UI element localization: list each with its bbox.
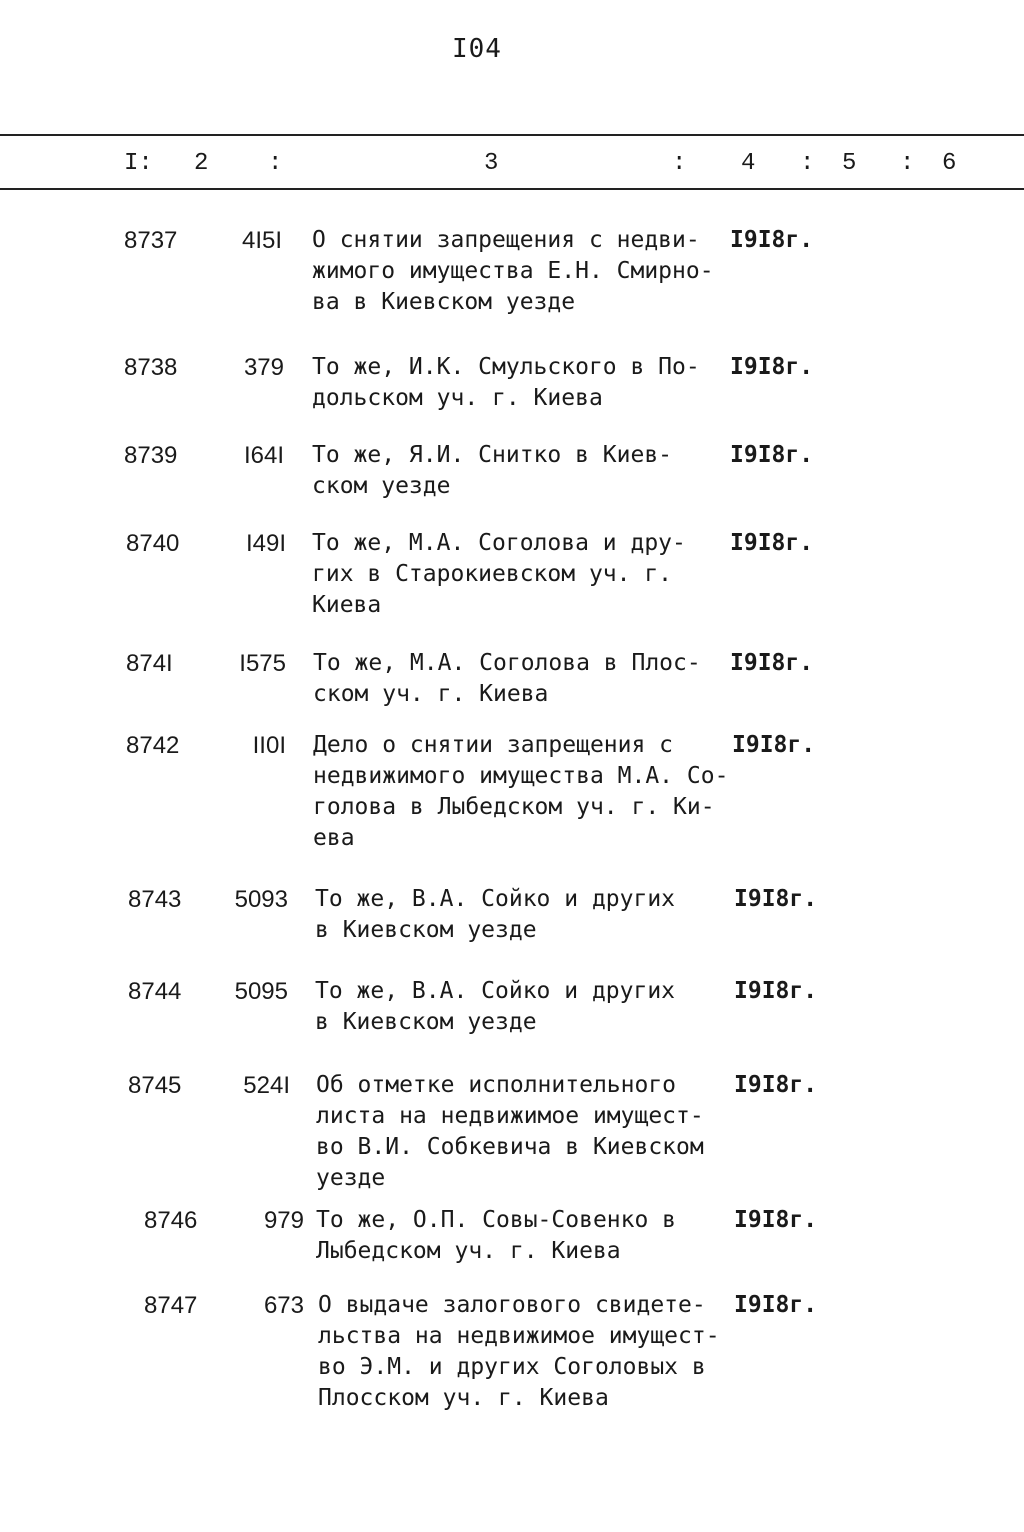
item-description [318, 1290, 738, 1414]
item-description [315, 976, 735, 1038]
sheet-number: II0I [252, 732, 286, 759]
sheet-number: 4I5I [241, 227, 282, 254]
description-line: Лыбедском уч. г. Киева [316, 1238, 621, 1264]
description-line: Киева [312, 592, 382, 618]
sheet-number: I64I [243, 442, 284, 469]
description-line: То же, И.К. Смульского в По- [312, 354, 700, 380]
item-number: 8742 [126, 732, 180, 759]
column-separator: : [672, 150, 687, 177]
description-line: То же, В.А. Сойко и других [315, 978, 676, 1004]
description-line: дольском уч. г. Киева [312, 385, 603, 411]
description-line: уезде [316, 1165, 386, 1191]
item-number: 8744 [128, 978, 182, 1005]
item-description [316, 1070, 736, 1194]
column-header-row [0, 150, 1024, 182]
item-year: I9I8г. [730, 650, 814, 676]
sheet-number: 379 [243, 354, 284, 381]
item-year: I9I8г. [734, 886, 818, 912]
description-line: жимого имущества Е.Н. Смирно- [312, 258, 714, 284]
item-number: 8740 [126, 530, 180, 557]
item-year: I9I8г. [734, 1292, 818, 1318]
description-line: ва в Киевском уезде [312, 289, 576, 315]
column-separator: : [900, 150, 915, 177]
sheet-number: 673 [263, 1292, 304, 1319]
item-number: 8747 [144, 1292, 198, 1319]
header-bottom-rule [0, 188, 1024, 190]
description-line: ском уезде [312, 473, 451, 499]
description-line: Об отметке исполнительного [316, 1072, 677, 1098]
column-separator: : [268, 150, 283, 177]
item-year: I9I8г. [730, 227, 814, 253]
column-header-4: 4 [741, 150, 756, 177]
description-line: Дело о снятии запрещения с [313, 732, 674, 758]
description-line: недвижимого имущества М.А. Со- [313, 763, 729, 789]
description-line: ева [313, 825, 355, 851]
sheet-number: I49I [245, 530, 286, 557]
description-line: О снятии запрещения с недви- [312, 227, 700, 253]
item-year: I9I8г. [734, 1072, 818, 1098]
description-line: листа на недвижимое имущест- [316, 1103, 704, 1129]
item-number: 8743 [128, 886, 182, 913]
item-description [315, 884, 735, 946]
description-line: То же, М.А. Соголова в Плос- [313, 650, 701, 676]
item-description [312, 440, 732, 502]
item-description [312, 352, 732, 414]
description-line: во Э.М. и других Соголовых в [318, 1354, 706, 1380]
description-line: льства на недвижимое имущест- [318, 1323, 720, 1349]
item-year: I9I8г. [732, 732, 816, 758]
description-line: Плосском уч. г. Киева [318, 1385, 609, 1411]
description-line: в Киевском уезде [315, 917, 537, 943]
column-header-5: 5 [842, 150, 857, 177]
item-number: 874I [126, 650, 173, 677]
description-line: ском уч. г. Киева [313, 681, 549, 707]
item-number: 8738 [124, 354, 178, 381]
description-line: То же, О.П. Совы-Совенко в [316, 1207, 677, 1233]
item-number: 8746 [144, 1207, 198, 1234]
description-line: То же, М.А. Соголова и дру- [312, 530, 686, 556]
description-line: То же, Я.И. Снитко в Киев- [312, 442, 673, 468]
item-description [316, 1205, 736, 1267]
item-year: I9I8г. [734, 978, 818, 1004]
header-top-rule [0, 134, 1024, 136]
description-line: гих в Старокиевском уч. г. [312, 561, 673, 587]
item-description [313, 730, 733, 854]
item-year: I9I8г. [734, 1207, 818, 1233]
description-line: То же, В.А. Сойко и других [315, 886, 676, 912]
sheet-number: 524I [243, 1072, 290, 1099]
item-description [312, 528, 732, 621]
item-year: I9I8г. [730, 442, 814, 468]
sheet-number: 979 [263, 1207, 304, 1234]
sheet-number: 5095 [234, 978, 288, 1005]
column-header-3: 3 [484, 150, 499, 177]
sheet-number: I575 [239, 650, 286, 677]
description-line: в Киевском уезде [315, 1009, 537, 1035]
description-line: голова в Лыбедском уч. г. Ки- [313, 794, 715, 820]
column-header-6: 6 [942, 150, 957, 177]
item-year: I9I8г. [730, 354, 814, 380]
column-header-2: 2 [194, 150, 209, 177]
item-number: 8745 [128, 1072, 182, 1099]
column-separator: : [800, 150, 815, 177]
item-description [312, 225, 732, 318]
description-line: О выдаче залогового свидете- [318, 1292, 706, 1318]
sheet-number: 5093 [234, 886, 288, 913]
item-number: 8739 [124, 442, 178, 469]
item-description [313, 648, 733, 710]
item-number: 8737 [124, 227, 178, 254]
description-line: во В.И. Собкевича в Киевском [316, 1134, 704, 1160]
page-number: I04 [452, 34, 502, 64]
item-year: I9I8г. [730, 530, 814, 556]
column-header-1: I: [124, 150, 153, 177]
